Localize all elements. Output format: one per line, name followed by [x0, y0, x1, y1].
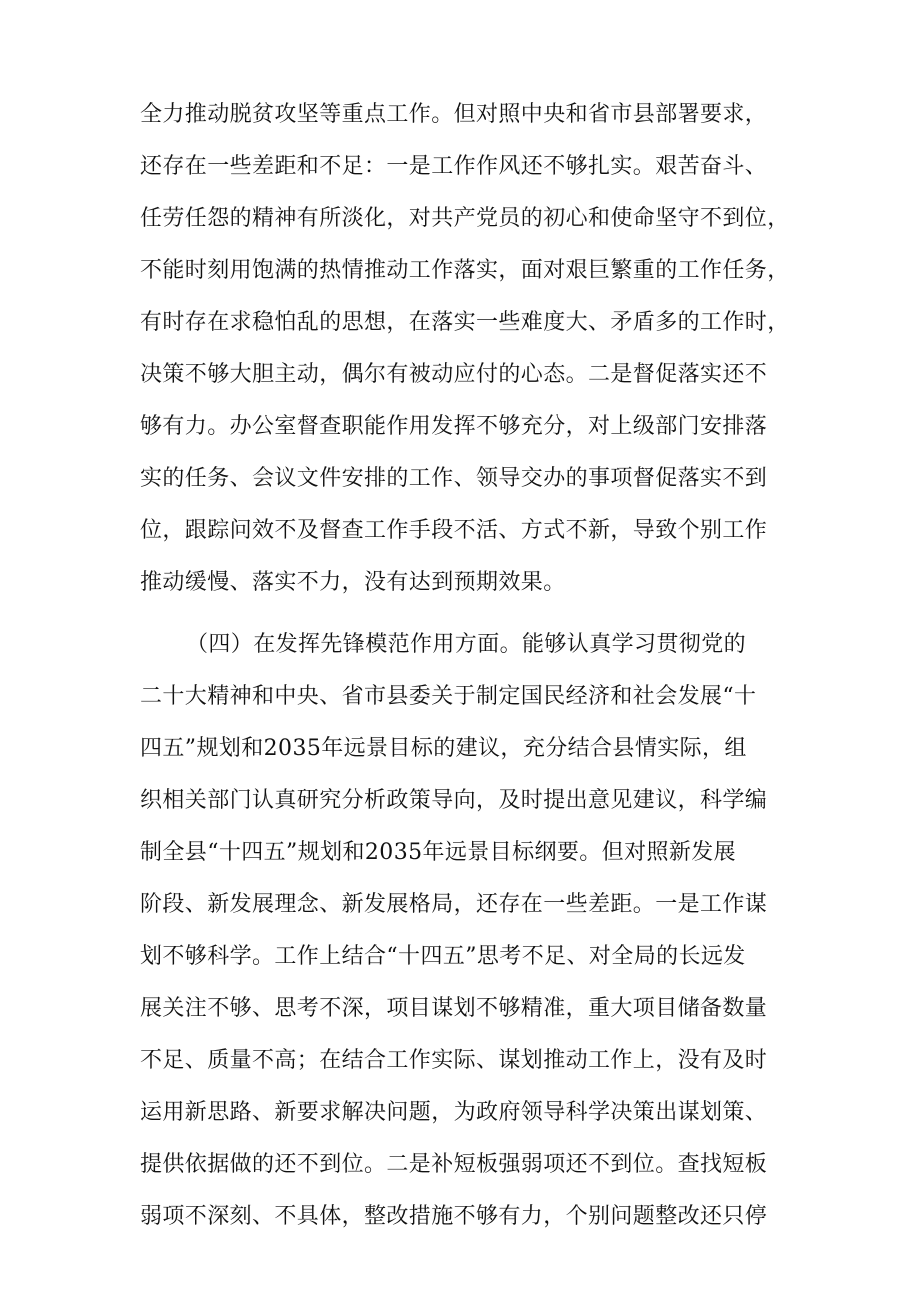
paragraph-line: 位，跟踪问效不及督查工作手段不活、方式不新，导致个别工作 [140, 518, 768, 543]
paragraph-line: 提供依据做的还不到位。二是补短板强弱项还不到位。查找短板 [140, 1152, 768, 1177]
paragraph-line: 够有力。办公室督查职能作用发挥不够充分，对上级部门安排落 [140, 414, 768, 439]
paragraph-line: 决策不够大胆主动，偶尔有被动应付的心态。二是督促落实还不 [140, 362, 768, 387]
paragraph-line: 还存在一些差距和不足：一是工作作风还不够扎实。艰苦奋斗、 [140, 154, 768, 179]
paragraph-line: 推动缓慢、落实不力，没有达到预期效果。 [140, 570, 566, 595]
paragraph-line: 二十大精神和中央、省市县委关于制定国民经济和社会发展“十 [140, 684, 757, 709]
section-heading-line: （四）在发挥先锋模范作用方面。能够认真学习贯彻党的 [186, 632, 747, 657]
paragraph-line: 阶段、新发展理念、新发展格局，还存在一些差距。一是工作谋 [140, 892, 768, 917]
paragraph-line: 任劳任怨的精神有所淡化，对共产党员的初心和使命坚守不到位， [140, 206, 790, 231]
paragraph-line: 织相关部门认真研究分析政策导向，及时提出意见建议，科学编 [140, 788, 768, 813]
paragraph-line: 划不够科学。工作上结合“十四五”思考不足、对全局的长远发 [140, 944, 746, 969]
paragraph-line: 制全县“十四五”规划和2035年远景目标纲要。但对照新发展 [140, 840, 737, 865]
paragraph-line: 运用新思路、新要求解决问题，为政府领导科学决策出谋划策、 [140, 1100, 768, 1125]
paragraph-line: 弱项不深刻、不具体，整改措施不够有力，个别问题整改还只停 [140, 1204, 768, 1229]
paragraph-line: 实的任务、会议文件安排的工作、领导交办的事项督促落实不到 [140, 466, 768, 491]
paragraph-line: 全力推动脱贫攻坚等重点工作。但对照中央和省市县部署要求， [140, 102, 768, 127]
paragraph-line: 有时存在求稳怕乱的思想，在落实一些难度大、矛盾多的工作时， [140, 310, 790, 335]
paragraph-line: 不足、质量不高；在结合工作实际、谋划推动工作上，没有及时 [140, 1048, 768, 1073]
paragraph-line: 四五”规划和2035年远景目标的建议，充分结合县情实际，组 [140, 736, 747, 761]
paragraph-line: 展关注不够、思考不深，项目谋划不够精准，重大项目储备数量 [140, 996, 768, 1021]
paragraph-line: 不能时刻用饱满的热情推动工作落实，面对艰巨繁重的工作任务， [140, 258, 790, 283]
